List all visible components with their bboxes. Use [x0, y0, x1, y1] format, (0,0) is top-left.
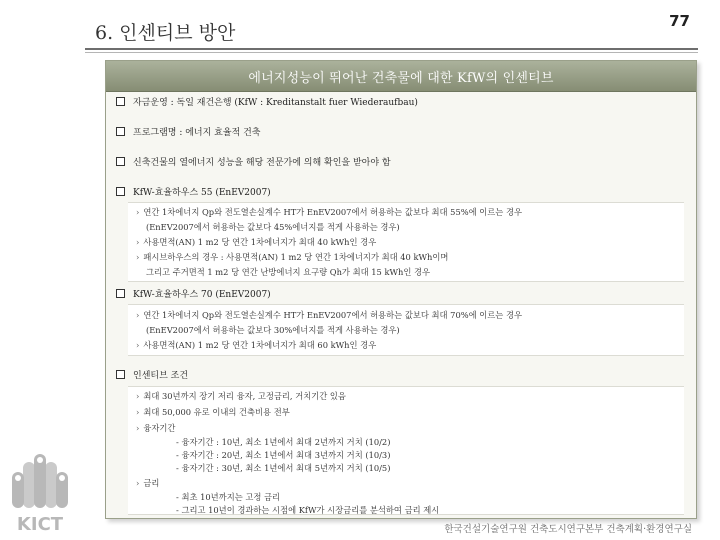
- arrow-bullet-icon: ›: [136, 478, 140, 488]
- arrow-bullet-icon: ›: [136, 252, 140, 262]
- square-bullet-icon: [116, 187, 125, 196]
- arrow-bullet-icon: ›: [136, 340, 140, 350]
- list-item: › 사용면적(AN) 1 m2 당 연간 1차에너지가 최대 40 kWh인 경우: [136, 237, 377, 247]
- list-item: › 금리: [136, 478, 160, 488]
- section-kfw70: [116, 287, 271, 300]
- square-bullet-icon: [116, 127, 125, 136]
- list-item: 그리고 주거면적 1 m2 당 연간 난방에너지 요구량 Qh가 최대 15 kWh인 경우: [146, 267, 431, 277]
- section-program-text: 프로그램명 : 에너지 효율적 건축: [133, 128, 261, 138]
- page-number: 77: [669, 12, 690, 30]
- arrow-bullet-icon: ›: [136, 310, 140, 320]
- arrow-bullet-icon: ›: [136, 391, 140, 401]
- square-bullet-icon: [116, 289, 125, 298]
- list-item: (EnEV2007에서 허용하는 값보다 30%에너지를 적게 사용하는 경우): [146, 325, 400, 335]
- section-incentive: [116, 368, 188, 381]
- arrow-bullet-icon: ›: [136, 407, 140, 417]
- section-verification: [116, 155, 391, 168]
- list-item: › 최대 50,000 유로 이내의 건축비용 전부: [136, 407, 290, 417]
- arrow-bullet-icon: ›: [136, 237, 140, 247]
- section-kfw70-text: KfW-효율하우스 70 (EnEV2007): [133, 290, 271, 300]
- list-item: - 융자기간 : 30년, 최소 1년에서 최대 5년까지 거치 (10/5): [176, 463, 391, 473]
- square-bullet-icon: [116, 370, 125, 379]
- list-item: › 융자기간: [136, 423, 176, 433]
- content-box: [105, 60, 697, 519]
- kfw55-details: [128, 202, 684, 282]
- section-funding: [116, 95, 418, 108]
- section-program: [116, 125, 261, 138]
- footer: 한국건설기술연구원 건축도시연구본부 건축계획·환경연구실: [444, 524, 692, 535]
- section-funding-text: 자금운영 : 독일 재건은행 (KfW : Kreditanstalt fuer Wiederaufbau): [133, 98, 418, 108]
- section-incentive-text: 인센티브 조건: [133, 371, 189, 381]
- banner-title: 에너지성능이 뛰어난 건축물에 대한 KfW의 인센티브: [106, 61, 696, 92]
- section-kfw55-text: KfW-효율하우스 55 (EnEV2007): [133, 188, 271, 198]
- arrow-bullet-icon: ›: [136, 423, 140, 433]
- kict-logo: [6, 450, 74, 535]
- list-item: - 융자기간 : 20년, 최소 1년에서 최대 3년까지 거치 (10/3): [176, 450, 391, 460]
- title-divider: [85, 48, 698, 50]
- list-item: › 사용면적(AN) 1 m2 당 연간 1차에너지가 최대 60 kWh인 경우: [136, 340, 377, 350]
- square-bullet-icon: [116, 157, 125, 166]
- list-item: - 최초 10년까지는 고정 금리: [176, 492, 281, 502]
- list-item: › 최대 30년까지 장기 저리 융자, 고정금리, 거치기간 있음: [136, 391, 346, 401]
- logo-text: KICT: [16, 514, 64, 535]
- page-title: 6. 인센티브 방안: [95, 22, 236, 44]
- section-verification-text: 신축건물의 열에너지 성능을 해당 전문가에 의해 확인을 받아야 함: [133, 158, 391, 168]
- section-kfw55: [116, 185, 271, 198]
- list-item: › 패시브하우스의 경우 : 사용면적(AN) 1 m2 당 연간 1차에너지가 최대 40 kWh이며: [136, 252, 449, 262]
- list-item: - 그리고 10년이 경과하는 시점에 KfW가 시장금리를 분석하여 금리 제시: [176, 505, 440, 515]
- incentive-details: [128, 386, 684, 515]
- list-item: › 연간 1차에너지 Qp와 전도열손실계수 HT가 EnEV2007에서 허용하는 값보다 최대 70%에 이르는 경우: [136, 310, 522, 320]
- list-item: › 연간 1차에너지 Qp와 전도열손실계수 HT가 EnEV2007에서 허용하는 값보다 최대 55%에 이르는 경우: [136, 207, 522, 217]
- list-item: - 융자기간 : 10년, 최소 1년에서 최대 2년까지 거치 (10/2): [176, 437, 391, 447]
- arrow-bullet-icon: ›: [136, 207, 140, 217]
- kfw70-details: [128, 304, 684, 356]
- square-bullet-icon: [116, 97, 125, 106]
- list-item: (EnEV2007에서 허용하는 값보다 45%에너지를 적게 사용하는 경우): [146, 222, 400, 232]
